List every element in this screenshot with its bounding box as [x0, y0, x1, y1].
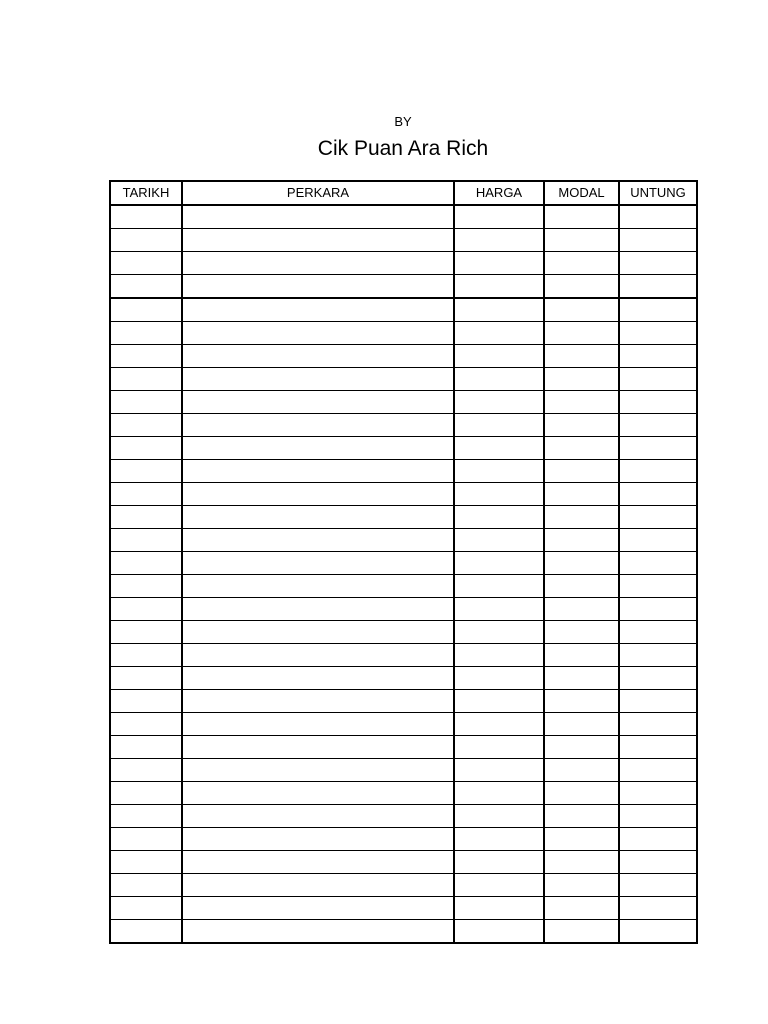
cell-tarikh: [110, 460, 182, 483]
cell-untung: [619, 345, 697, 368]
cell-harga: [454, 460, 544, 483]
cell-tarikh: [110, 782, 182, 805]
cell-perkara: [182, 322, 454, 345]
cell-harga: [454, 920, 544, 944]
cell-untung: [619, 805, 697, 828]
cell-modal: [544, 897, 619, 920]
cell-modal: [544, 575, 619, 598]
cell-modal: [544, 345, 619, 368]
cell-untung: [619, 851, 697, 874]
cell-modal: [544, 759, 619, 782]
cell-perkara: [182, 529, 454, 552]
cell-tarikh: [110, 621, 182, 644]
cell-untung: [619, 621, 697, 644]
cell-perkara: [182, 575, 454, 598]
cell-perkara: [182, 205, 454, 229]
cell-modal: [544, 229, 619, 252]
cell-untung: [619, 736, 697, 759]
cell-tarikh: [110, 897, 182, 920]
cell-modal: [544, 598, 619, 621]
table-row: [110, 805, 697, 828]
cell-harga: [454, 575, 544, 598]
cell-untung: [619, 437, 697, 460]
cell-perkara: [182, 920, 454, 944]
cell-tarikh: [110, 368, 182, 391]
cell-tarikh: [110, 552, 182, 575]
cell-perkara: [182, 368, 454, 391]
cell-tarikh: [110, 414, 182, 437]
cell-harga: [454, 759, 544, 782]
cell-harga: [454, 713, 544, 736]
cell-untung: [619, 368, 697, 391]
table-row: [110, 713, 697, 736]
cell-harga: [454, 252, 544, 275]
cell-tarikh: [110, 667, 182, 690]
cell-harga: [454, 621, 544, 644]
cell-tarikh: [110, 252, 182, 275]
cell-harga: [454, 205, 544, 229]
cell-untung: [619, 229, 697, 252]
cell-modal: [544, 298, 619, 322]
column-header-tarikh: TARIKH: [110, 181, 182, 205]
cell-tarikh: [110, 275, 182, 299]
cell-tarikh: [110, 506, 182, 529]
table-row: [110, 345, 697, 368]
table-row: [110, 275, 697, 299]
cell-tarikh: [110, 575, 182, 598]
cell-perkara: [182, 782, 454, 805]
cell-tarikh: [110, 205, 182, 229]
cell-harga: [454, 275, 544, 299]
cell-modal: [544, 483, 619, 506]
cell-untung: [619, 644, 697, 667]
cell-perkara: [182, 736, 454, 759]
cell-tarikh: [110, 828, 182, 851]
cell-perkara: [182, 275, 454, 299]
cell-harga: [454, 736, 544, 759]
cell-perkara: [182, 667, 454, 690]
cell-harga: [454, 782, 544, 805]
table-row: [110, 322, 697, 345]
table-row: [110, 368, 697, 391]
cell-tarikh: [110, 920, 182, 944]
cell-modal: [544, 690, 619, 713]
cell-harga: [454, 897, 544, 920]
table-row: [110, 851, 697, 874]
cell-harga: [454, 598, 544, 621]
cell-harga: [454, 391, 544, 414]
cell-modal: [544, 736, 619, 759]
table-row: [110, 920, 697, 944]
cell-untung: [619, 529, 697, 552]
cell-modal: [544, 506, 619, 529]
cell-modal: [544, 874, 619, 897]
cell-modal: [544, 275, 619, 299]
cell-perkara: [182, 506, 454, 529]
cell-modal: [544, 391, 619, 414]
cell-modal: [544, 252, 619, 275]
table-row: [110, 483, 697, 506]
cell-untung: [619, 874, 697, 897]
cell-modal: [544, 667, 619, 690]
table-row: [110, 575, 697, 598]
cell-tarikh: [110, 644, 182, 667]
cell-modal: [544, 368, 619, 391]
cell-untung: [619, 322, 697, 345]
cell-untung: [619, 506, 697, 529]
cell-tarikh: [110, 437, 182, 460]
cell-perkara: [182, 414, 454, 437]
table-row: [110, 874, 697, 897]
table-row: [110, 736, 697, 759]
ledger-table: [109, 180, 698, 944]
cell-modal: [544, 828, 619, 851]
cell-modal: [544, 851, 619, 874]
cell-perkara: [182, 252, 454, 275]
table-row: [110, 506, 697, 529]
cell-tarikh: [110, 690, 182, 713]
table-row: [110, 621, 697, 644]
table-row: [110, 252, 697, 275]
table-row: [110, 391, 697, 414]
column-header-perkara: PERKARA: [182, 181, 454, 205]
cell-perkara: [182, 851, 454, 874]
column-header-modal: MODAL: [544, 181, 619, 205]
cell-perkara: [182, 897, 454, 920]
cell-harga: [454, 437, 544, 460]
cell-modal: [544, 414, 619, 437]
table-row: [110, 229, 697, 252]
cell-tarikh: [110, 483, 182, 506]
cell-tarikh: [110, 851, 182, 874]
cell-perkara: [182, 460, 454, 483]
cell-harga: [454, 552, 544, 575]
cell-harga: [454, 644, 544, 667]
cell-modal: [544, 552, 619, 575]
table-row: [110, 529, 697, 552]
table-body: [110, 205, 697, 943]
cell-modal: [544, 322, 619, 345]
cell-perkara: [182, 437, 454, 460]
cell-tarikh: [110, 805, 182, 828]
table-row: [110, 897, 697, 920]
cell-modal: [544, 920, 619, 944]
cell-untung: [619, 391, 697, 414]
cell-harga: [454, 345, 544, 368]
cell-perkara: [182, 298, 454, 322]
cell-perkara: [182, 598, 454, 621]
cell-untung: [619, 897, 697, 920]
cell-untung: [619, 275, 697, 299]
cell-tarikh: [110, 298, 182, 322]
cell-modal: [544, 713, 619, 736]
table-row: [110, 782, 697, 805]
cell-perkara: [182, 621, 454, 644]
cell-tarikh: [110, 391, 182, 414]
column-header-untung: UNTUNG: [619, 181, 697, 205]
cell-tarikh: [110, 598, 182, 621]
cell-harga: [454, 828, 544, 851]
cell-tarikh: [110, 713, 182, 736]
cell-perkara: [182, 229, 454, 252]
cell-modal: [544, 621, 619, 644]
table-row: [110, 437, 697, 460]
cell-tarikh: [110, 229, 182, 252]
cell-modal: [544, 460, 619, 483]
cell-perkara: [182, 805, 454, 828]
cell-harga: [454, 298, 544, 322]
cell-perkara: [182, 690, 454, 713]
cell-perkara: [182, 345, 454, 368]
cell-perkara: [182, 552, 454, 575]
cell-tarikh: [110, 322, 182, 345]
table-row: [110, 552, 697, 575]
cell-untung: [619, 483, 697, 506]
table-row: [110, 598, 697, 621]
by-label: BY: [394, 114, 412, 129]
cell-harga: [454, 667, 544, 690]
cell-perkara: [182, 483, 454, 506]
cell-harga: [454, 414, 544, 437]
cell-untung: [619, 298, 697, 322]
cell-tarikh: [110, 759, 182, 782]
cell-untung: [619, 575, 697, 598]
table-row: [110, 414, 697, 437]
table-row: [110, 644, 697, 667]
cell-harga: [454, 690, 544, 713]
cell-perkara: [182, 713, 454, 736]
cell-untung: [619, 205, 697, 229]
cell-tarikh: [110, 345, 182, 368]
table-row: [110, 759, 697, 782]
cell-untung: [619, 598, 697, 621]
table-row: [110, 205, 697, 229]
cell-untung: [619, 414, 697, 437]
cell-untung: [619, 460, 697, 483]
cell-untung: [619, 690, 697, 713]
cell-untung: [619, 759, 697, 782]
cell-untung: [619, 252, 697, 275]
column-header-harga: HARGA: [454, 181, 544, 205]
cell-tarikh: [110, 529, 182, 552]
cell-modal: [544, 805, 619, 828]
cell-modal: [544, 644, 619, 667]
cell-modal: [544, 782, 619, 805]
table-row: [110, 828, 697, 851]
cell-harga: [454, 506, 544, 529]
cell-tarikh: [110, 736, 182, 759]
table-header-row: [110, 181, 697, 205]
cell-harga: [454, 805, 544, 828]
cell-harga: [454, 368, 544, 391]
cell-harga: [454, 483, 544, 506]
cell-modal: [544, 205, 619, 229]
cell-harga: [454, 874, 544, 897]
cell-modal: [544, 437, 619, 460]
page-title: Cik Puan Ara Rich: [317, 137, 489, 160]
cell-untung: [619, 828, 697, 851]
table-row: [110, 667, 697, 690]
cell-untung: [619, 782, 697, 805]
cell-perkara: [182, 874, 454, 897]
cell-untung: [619, 552, 697, 575]
cell-harga: [454, 229, 544, 252]
cell-harga: [454, 529, 544, 552]
table-row: [110, 460, 697, 483]
cell-harga: [454, 322, 544, 345]
cell-untung: [619, 920, 697, 944]
cell-modal: [544, 529, 619, 552]
cell-perkara: [182, 828, 454, 851]
cell-tarikh: [110, 874, 182, 897]
cell-untung: [619, 713, 697, 736]
cell-untung: [619, 667, 697, 690]
table-row: [110, 298, 697, 322]
cell-harga: [454, 851, 544, 874]
cell-perkara: [182, 759, 454, 782]
cell-perkara: [182, 644, 454, 667]
table-row: [110, 690, 697, 713]
cell-perkara: [182, 391, 454, 414]
